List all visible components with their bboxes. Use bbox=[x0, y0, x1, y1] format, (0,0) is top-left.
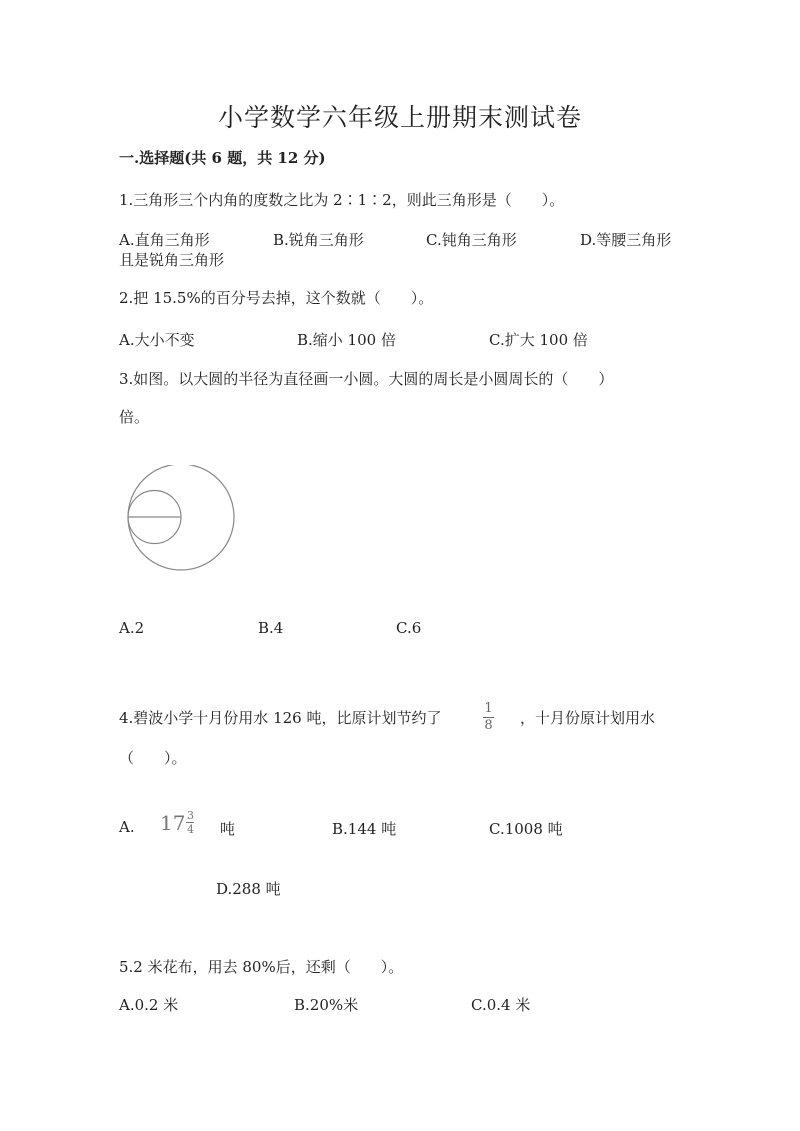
question-5-option-b: B.20%米 bbox=[294, 996, 359, 1014]
question-3-stem: 3.如图。以大圆的半径为直径画一小圆。大圆的周长是小圆周长的（ ） bbox=[119, 370, 614, 388]
section-heading: 一.选择题(共 6 题，共 12 分) bbox=[119, 149, 326, 167]
question-1-option-d: D.等腰三角形 bbox=[580, 231, 672, 249]
mixed-number-numerator: 3 bbox=[186, 809, 194, 822]
question-4-option-a-label: A. bbox=[119, 818, 135, 836]
question-4-option-a-unit: 吨 bbox=[220, 820, 236, 838]
question-1-option-b: B.锐角三角形 bbox=[273, 231, 364, 249]
question-4-option-c: C.1008 吨 bbox=[489, 820, 563, 838]
question-4-fraction bbox=[483, 702, 494, 733]
question-4-option-a-mixed-number bbox=[160, 811, 194, 838]
page-title: 小学数学六年级上册期末测试卷 bbox=[217, 103, 582, 132]
question-3-option-c: C.6 bbox=[396, 619, 422, 637]
question-3-stem-continued: 倍。 bbox=[119, 408, 150, 426]
mixed-number-whole: 17 bbox=[160, 811, 186, 835]
question-1-option-c: C.钝角三角形 bbox=[426, 231, 517, 249]
question-5-option-a: A.0.2 米 bbox=[119, 996, 179, 1014]
question-1-option-a: A.直角三角形 bbox=[119, 231, 210, 249]
question-4-option-d: D.288 吨 bbox=[216, 880, 281, 898]
question-1-option-d-continued: 且是锐角三角形 bbox=[119, 251, 225, 269]
fraction-denominator: 8 bbox=[484, 718, 493, 733]
question-4-stem: 4.碧波小学十月份用水 126 吨，比原计划节约了 bbox=[119, 709, 442, 727]
circles-figure bbox=[120, 465, 240, 575]
question-2-stem: 2.把 15.5%的百分号去掉，这个数就（ ）。 bbox=[119, 289, 434, 307]
question-2-option-b: B.缩小 100 倍 bbox=[297, 331, 396, 349]
fraction-numerator: 1 bbox=[484, 701, 493, 716]
question-4-stem-continued: （ ）。 bbox=[119, 749, 187, 767]
question-2-option-c: C.扩大 100 倍 bbox=[489, 331, 588, 349]
question-1-stem: 1.三角形三个内角的度数之比为 2∶1∶2，则此三角形是（ ）。 bbox=[119, 191, 565, 209]
mixed-number-fraction bbox=[186, 810, 194, 835]
question-4-option-b: B.144 吨 bbox=[332, 820, 397, 838]
mixed-number-denominator: 4 bbox=[186, 823, 194, 836]
question-2-option-a: A.大小不变 bbox=[119, 331, 195, 349]
question-3-option-a: A.2 bbox=[119, 619, 145, 637]
question-4-stem-after: ，十月份原计划用水 bbox=[520, 709, 656, 727]
question-3-option-b: B.4 bbox=[258, 619, 284, 637]
question-5-stem: 5.2 米花布，用去 80%后，还剩（ ）。 bbox=[119, 958, 404, 976]
question-5-option-c: C.0.4 米 bbox=[471, 996, 531, 1014]
